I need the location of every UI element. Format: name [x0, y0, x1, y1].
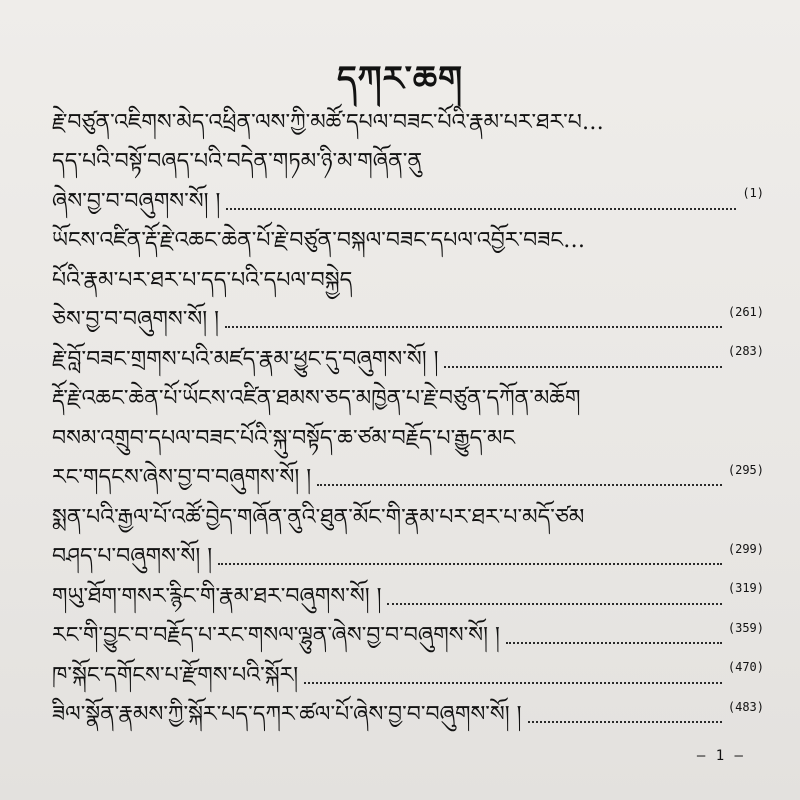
toc-page-number: (1) — [742, 186, 764, 200]
toc-entry-text: ཞེས་བྱ་བ་བཞུགས་སོ། ། — [52, 188, 221, 214]
toc-entry-text: ཅེས་བྱ་བ་བཞུགས་སོ། ། — [52, 307, 219, 332]
toc-entry-text: ཡོངས་འཛིན་རྡོ་རྗེ་འཆང་ཆེན་པོ་རྗེ་བཙུན་བསྐལ་བཟང་དཔལ་འབྱོར་བཟང… — [52, 228, 586, 253]
page-title: དཀར་ཆག — [336, 59, 464, 99]
toc-entry — [52, 653, 764, 693]
dot-leader — [387, 603, 721, 605]
toc-entry-text: བཤད་པ་བཞུགས་སོ། ། — [52, 544, 213, 569]
toc-entry-text: རྗེ་བཙུན་འཇིགས་མེད་འཕྲིན་ལས་ཀྱི་མཚོ་དཔལ་བཟང་པོའི་རྣམ་པར་ཐར་པ… — [52, 109, 604, 135]
toc-entry — [52, 219, 764, 259]
dot-leader — [528, 721, 722, 723]
toc-entry — [52, 258, 764, 298]
dot-leader — [444, 366, 721, 368]
table-of-contents — [52, 100, 764, 732]
dot-leader — [226, 208, 736, 210]
toc-entry-text: བསམ་འགྲུབ་དཔལ་བཟང་པོའི་སྐུ་བསྟོད་ཆ་ཙམ་བརྗོད་པ་རྒྱུད་མང — [52, 425, 516, 451]
toc-entry-text: ཟིལ་སྣོན་རྣམས་ཀྱི་སྐོར་པད་དཀར་ཚལ་པོ་ཞེས་བྱ་བ་བཞུགས་སོ། ། — [52, 702, 522, 727]
dot-leader — [317, 484, 722, 486]
toc-entry — [52, 456, 764, 496]
dot-leader — [225, 326, 722, 328]
toc-entry-text: རང་གདངས་ཞེས་བྱ་བ་བཞུགས་སོ། ། — [52, 465, 312, 490]
toc-entry-text: སྨན་པའི་རྒྱལ་པོ་འཚོ་བྱེད་གཞོན་ནུའི་ཐུན་མོང་གི་རྣམ་པར་ཐར་པ་མདོ་ཙམ — [52, 504, 585, 530]
toc-entry-text: དད་པའི་བསྟོ་བཞད་པའི་བདེན་གཏམ་ཉི་མ་གཞོན་ནུ — [52, 149, 423, 174]
toc-entry-text: རྡོ་རྗེ་འཆང་ཆེན་པོ་ཡོངས་འཛིན་ཐམས་ཅད་མཁྱེན་པ་རྗེ་བཙུན་དཀོན་མཆོག — [52, 386, 581, 411]
toc-entry — [52, 298, 764, 338]
toc-page-number: (299) — [727, 541, 764, 556]
dot-leader — [506, 642, 722, 644]
toc-entry — [52, 337, 764, 377]
toc-page-number: (283) — [727, 344, 764, 358]
toc-page-number: (359) — [727, 620, 764, 635]
toc-entry — [52, 416, 764, 456]
toc-page-number: (483) — [727, 699, 764, 714]
toc-entry-text: པོའི་རྣམ་པར་ཐར་པ་དད་པའི་དཔལ་བསྐྱེད — [52, 267, 353, 293]
toc-entry-text: གཡུ་ཐོག་གསར་རྙིང་གི་རྣམ་ཐར་བཞུགས་སོ། ། — [52, 583, 382, 609]
toc-entry — [52, 179, 764, 219]
toc-entry — [52, 495, 764, 535]
toc-entry-text: ཁ་སྐོང་དགོངས་པ་རྫོགས་པའི་སྐོར། — [52, 662, 299, 688]
toc-entry — [52, 535, 764, 575]
dot-leader — [218, 563, 722, 565]
toc-entry-text: རང་གི་བྱུང་བ་བརྗོད་པ་རང་གསལ་ལྷུན་ཞེས་བྱ་བ་བཞུགས་སོ། ། — [52, 623, 500, 648]
toc-page-number: (319) — [727, 581, 764, 595]
toc-entry — [52, 693, 764, 733]
toc-page-number: (295) — [727, 462, 764, 477]
toc-entry — [52, 614, 764, 654]
toc-entry — [52, 100, 764, 140]
toc-entry-text: རྗེ་བློ་བཟང་གྲགས་པའི་མཛད་རྣམ་ཕྱུང་དུ་བཞུགས་སོ། ། — [52, 346, 439, 372]
toc-entry — [52, 377, 764, 417]
toc-page-number: (261) — [727, 304, 764, 319]
toc-page-number: (470) — [727, 660, 764, 674]
page-folio: — 1 — — [696, 748, 744, 764]
toc-entry — [52, 140, 764, 180]
toc-entry — [52, 574, 764, 614]
dot-leader — [304, 682, 722, 684]
